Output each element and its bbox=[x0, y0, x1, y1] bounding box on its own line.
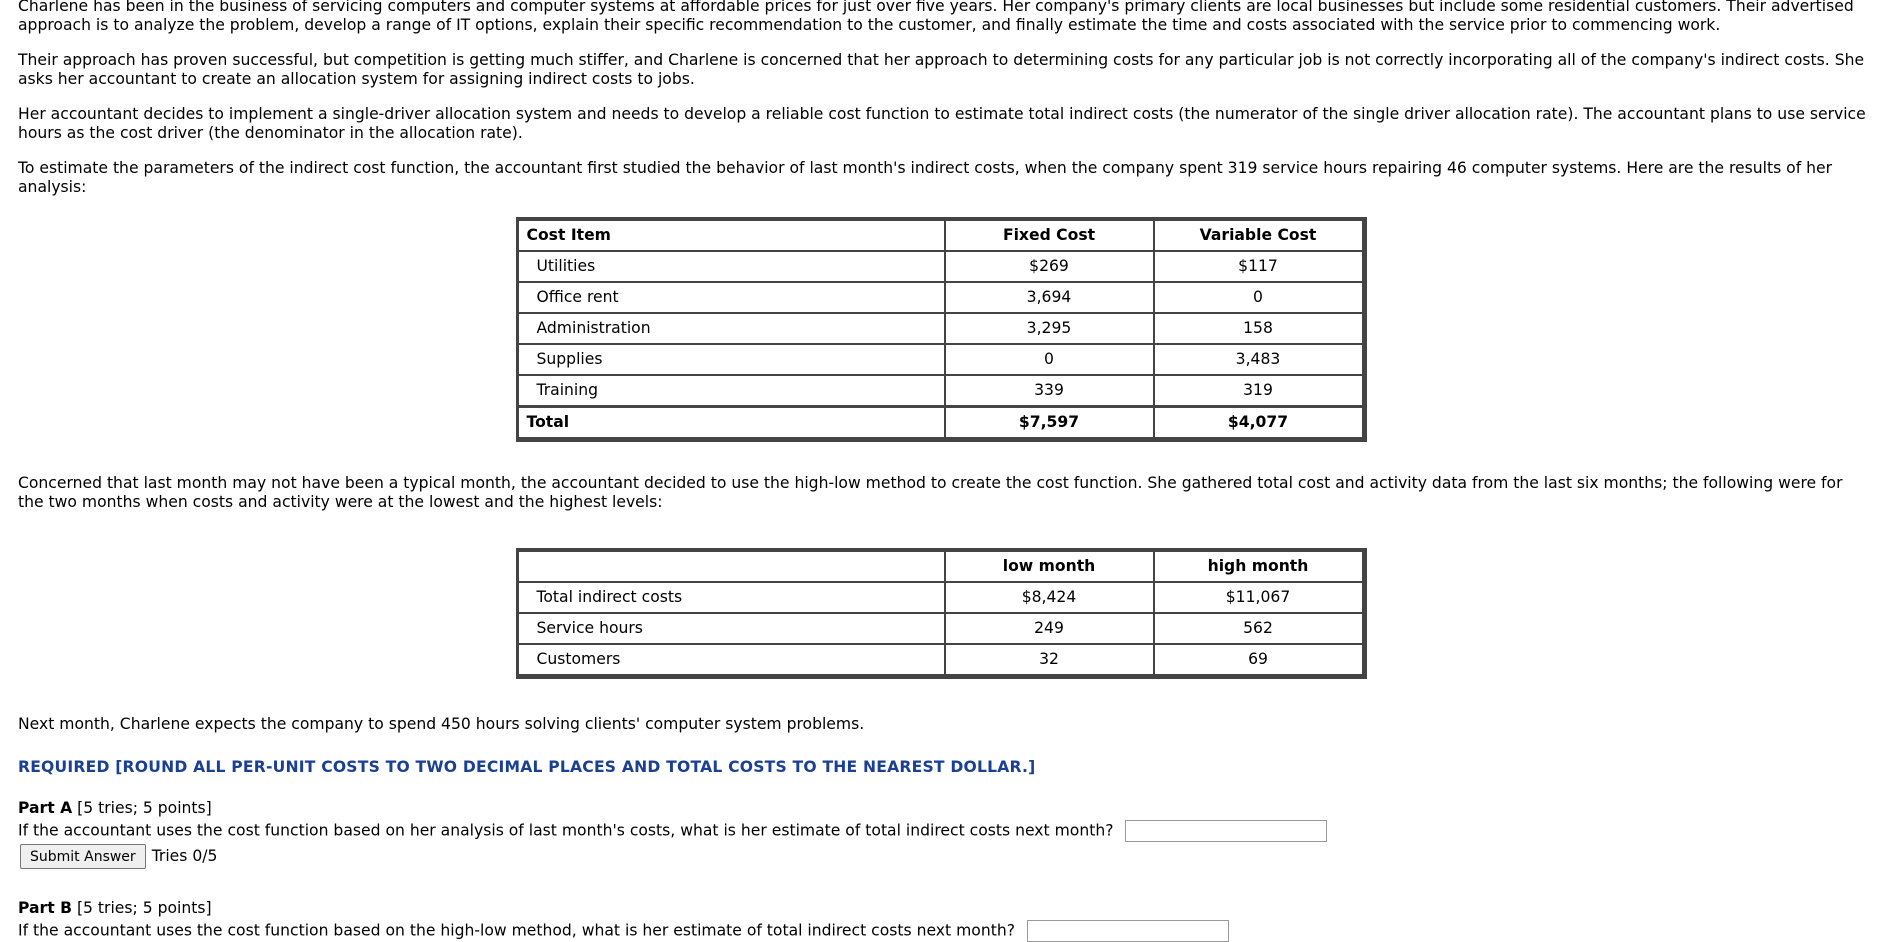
part-b-question-row bbox=[18, 920, 1872, 942]
low-month-cell: 32 bbox=[945, 644, 1154, 675]
fixed-cost-cell: $269 bbox=[945, 251, 1154, 282]
variable-cost-cell: $117 bbox=[1154, 251, 1363, 282]
highlow-table-wrapper bbox=[10, 548, 1872, 679]
cost-analysis-table bbox=[516, 217, 1367, 442]
fixed-cost-cell: 3,694 bbox=[945, 282, 1154, 313]
metric-cell: Service hours bbox=[518, 613, 945, 644]
cost-item-cell: Administration bbox=[518, 313, 945, 344]
fixed-cost-cell: 3,295 bbox=[945, 313, 1154, 344]
table-row bbox=[518, 251, 1363, 282]
part-a-title bbox=[18, 799, 1872, 818]
cost-item-cell: Supplies bbox=[518, 344, 945, 375]
table-row bbox=[518, 375, 1363, 406]
submit-answer-button[interactable]: Submit Answer bbox=[20, 844, 146, 869]
table-row bbox=[518, 282, 1363, 313]
table-row bbox=[518, 313, 1363, 344]
cost-item-cell: Training bbox=[518, 375, 945, 406]
part-a-question-row bbox=[18, 820, 1872, 842]
table-header-row bbox=[518, 551, 1363, 582]
problem-content bbox=[18, 0, 1872, 942]
metric-cell: Total indirect costs bbox=[518, 582, 945, 613]
part-a-meta: [5 tries; 5 points] bbox=[77, 799, 212, 817]
part-a-label: Part A bbox=[18, 799, 73, 817]
intro-paragraph-1: Charlene has been in the business of servicing computers and computer systems at affordable prices for just over five years. Her company's primary clients are local businesses but include some residential customers. Their advertised approach is to analyze the problem, develop a range of IT options, explain their specific recommendation to the customer, and finally estimate the time and costs associated with the service prior to commencing work. bbox=[18, 0, 1854, 34]
variable-cost-cell: 158 bbox=[1154, 313, 1363, 344]
tries-counter: Tries 0/5 bbox=[151, 847, 218, 865]
part-b-label: Part B bbox=[18, 899, 72, 917]
cost-table-wrapper bbox=[10, 217, 1872, 442]
table-row bbox=[518, 344, 1363, 375]
table-row bbox=[518, 644, 1363, 675]
part-a-section bbox=[18, 799, 1872, 869]
part-a-submit-row bbox=[18, 844, 1872, 869]
high-month-cell: 69 bbox=[1154, 644, 1363, 675]
part-b-meta: [5 tries; 5 points] bbox=[76, 899, 212, 917]
next-month-paragraph: Next month, Charlene expects the company to spend 450 hours solving clients' computer system problems. bbox=[18, 715, 865, 733]
high-month-cell: 562 bbox=[1154, 613, 1363, 644]
required-instructions: REQUIRED [ROUND ALL PER-UNIT COSTS TO TWO DECIMAL PLACES AND TOTAL COSTS TO THE NEAREST DOLLAR.] bbox=[18, 758, 1036, 776]
variable-cost-cell: 0 bbox=[1154, 282, 1363, 313]
high-month-cell: $11,067 bbox=[1154, 582, 1363, 613]
total-variable-cell: $4,077 bbox=[1154, 406, 1363, 438]
part-b-section bbox=[18, 899, 1872, 942]
fixed-cost-cell: 339 bbox=[945, 375, 1154, 406]
intro-paragraph-3: Her accountant decides to implement a single-driver allocation system and needs to develop a reliable cost function to estimate total indirect costs (the numerator of the single driver allocation rate). The accountant plans to use service hours as the cost driver (the denominator in the allocation rate). bbox=[18, 105, 1866, 142]
part-b-question: If the accountant uses the cost function based on the high-low method, what is her estimate of total indirect costs next month? bbox=[18, 921, 1015, 940]
part-b-answer-input[interactable] bbox=[1027, 920, 1229, 942]
total-label-cell: Total bbox=[518, 406, 945, 438]
metric-cell: Customers bbox=[518, 644, 945, 675]
column-header: Variable Cost bbox=[1154, 220, 1363, 251]
low-month-cell: 249 bbox=[945, 613, 1154, 644]
column-header: high month bbox=[1154, 551, 1363, 582]
intro-paragraph-2: Their approach has proven successful, but competition is getting much stiffer, and Charlene is concerned that her approach to determining costs for any particular job is not correctly incorporating all of the company's indirect costs. She asks her accountant to create an allocation system for assigning indirect costs to jobs. bbox=[18, 51, 1865, 88]
cost-item-cell: Office rent bbox=[518, 282, 945, 313]
total-fixed-cell: $7,597 bbox=[945, 406, 1154, 438]
fixed-cost-cell: 0 bbox=[945, 344, 1154, 375]
low-month-cell: $8,424 bbox=[945, 582, 1154, 613]
highlow-table bbox=[516, 548, 1367, 679]
column-header: low month bbox=[945, 551, 1154, 582]
part-a-question: If the accountant uses the cost function based on her analysis of last month's costs, what is her estimate of total indirect costs next month? bbox=[18, 821, 1114, 840]
variable-cost-cell: 3,483 bbox=[1154, 344, 1363, 375]
column-header bbox=[518, 551, 945, 582]
column-header: Fixed Cost bbox=[945, 220, 1154, 251]
table-row bbox=[518, 582, 1363, 613]
variable-cost-cell: 319 bbox=[1154, 375, 1363, 406]
table-row bbox=[518, 613, 1363, 644]
column-header: Cost Item bbox=[518, 220, 945, 251]
highlow-paragraph: Concerned that last month may not have been a typical month, the accountant decided to use the high-low method to create the cost function. She gathered total cost and activity data from the last six months; the following were for the two months when costs and activity were at the lowest and the highest levels: bbox=[18, 474, 1843, 511]
part-b-title bbox=[18, 899, 1872, 918]
cost-item-cell: Utilities bbox=[518, 251, 945, 282]
intro-paragraph-4: To estimate the parameters of the indirect cost function, the accountant first studied the behavior of last month's indirect costs, when the company spent 319 service hours repairing 46 computer systems. Here are the results of her analysis: bbox=[18, 159, 1833, 196]
part-a-answer-input[interactable] bbox=[1125, 820, 1327, 842]
table-header-row bbox=[518, 220, 1363, 251]
table-total-row bbox=[518, 406, 1363, 438]
